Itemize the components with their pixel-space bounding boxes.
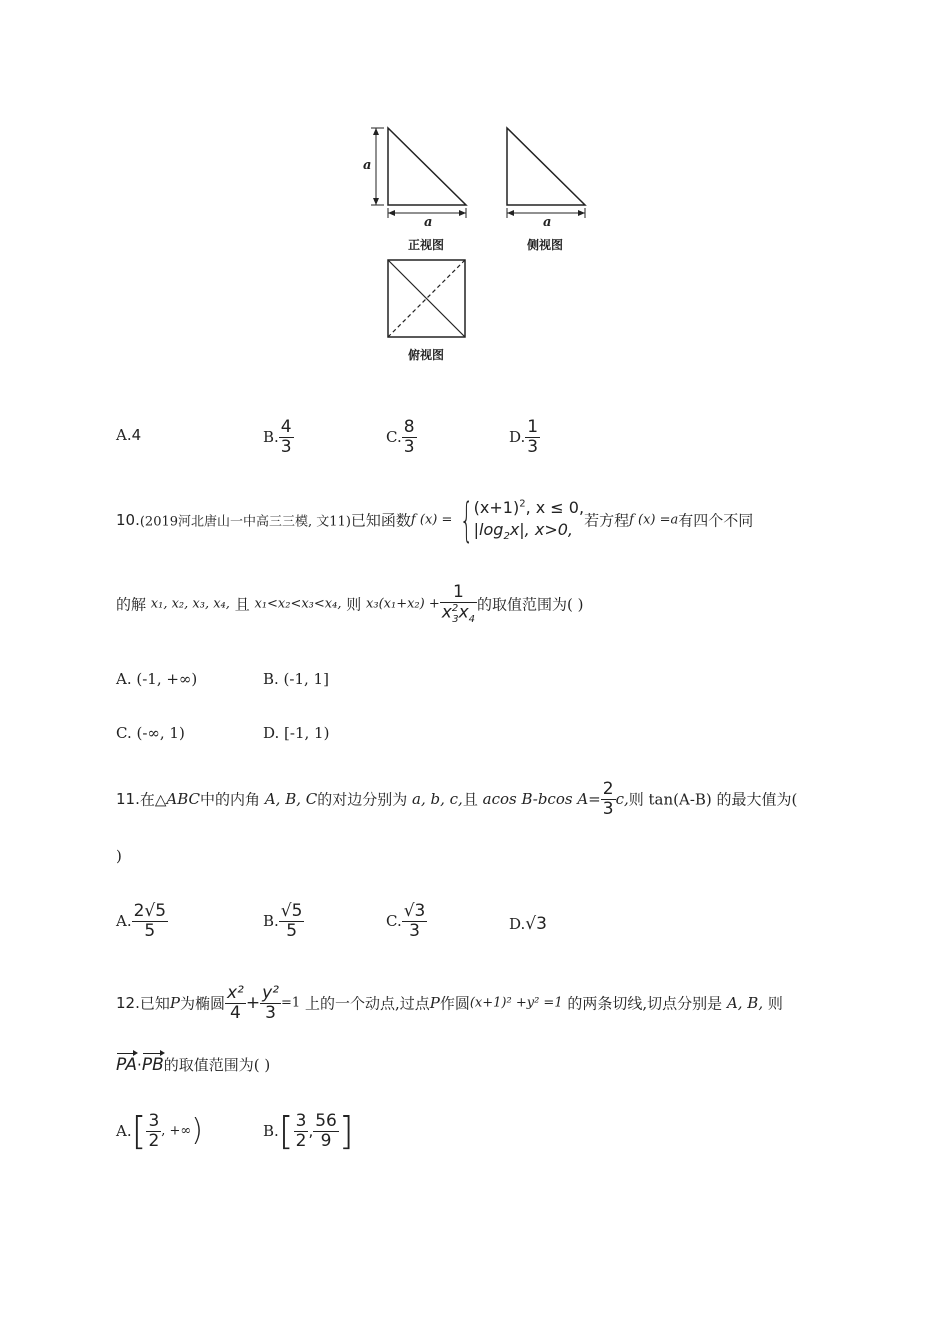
right-bracket: ] <box>338 1109 354 1154</box>
option-prefix: D. <box>509 428 526 447</box>
fraction: $\frac{1}{3}$ <box>527 417 539 457</box>
fraction: $\frac{\text{x²}}{4}$ <box>226 983 244 1023</box>
option-prefix: B. <box>263 428 279 447</box>
q10-stem-line1: 10.(2019河北唐山一中高三三模, 文11)已知函数f (x) = { $(x+1)^2$, x ≤ 0, $|\log_2x|$, x>0, 若方程f (x) =a有四个不同 <box>116 493 754 548</box>
q10-option-a[interactable]: A. (-1, +∞) <box>116 670 198 688</box>
q9-option-d[interactable] <box>509 418 540 456</box>
dimension-label-front: a <box>424 215 433 230</box>
q10-option-d[interactable]: D. [-1, 1) <box>263 724 330 742</box>
side-view-triangle <box>507 128 585 205</box>
caption-top-view: 俯视图 <box>408 348 445 362</box>
q12-stem-line1: 12.已知P为椭圆 $\frac{\text{x²}}{4}$ + $\frac{\text{y²}}{3}$ =1 上的一个动点,过点P作圆(x+1)² +y² =1 的两条切线,切点分别是 A, B, 则 <box>116 983 783 1023</box>
fraction: $\frac{3}{2}$ <box>295 1111 307 1151</box>
option-value: 4 <box>131 426 142 444</box>
q10-option-c[interactable]: C. (-∞, 1) <box>116 724 185 742</box>
q9-option-b[interactable] <box>263 418 294 456</box>
q11-option-d[interactable]: D.√3 <box>509 914 547 934</box>
left-brace: { <box>460 493 474 548</box>
vector-pa: PA <box>116 1055 138 1075</box>
q9-option-c[interactable] <box>386 418 417 456</box>
q11-stem-line1: 11.在△ABC中的内角 A, B, C的对边分别为 a, b, c,且 acos B-bcos A= $\frac{2}{3}$ c,则 tan(A-B) 的最大值为( <box>116 779 798 819</box>
q12-option-b[interactable]: B.[ $\frac{3}{2}$ , $\frac{56}{9}$ ] <box>263 1109 354 1154</box>
left-bracket: [ <box>278 1109 294 1154</box>
q9-option-a[interactable] <box>116 426 141 444</box>
fraction: $\frac{8}{3}$ <box>403 417 415 457</box>
q10-option-b[interactable]: B. (-1, 1] <box>263 670 329 688</box>
fraction: $\frac{√3}{3}$ <box>403 901 426 941</box>
option-prefix: C. <box>386 428 402 447</box>
caption-front-view: 正视图 <box>408 238 445 252</box>
q10-stem-line2: 的解 x₁, x₂, x₃, x₄, 且 x₁<x₂<x₃<x₄, 则 x₃(x₁+x₂) + $\frac{1}{x^2_3x_4}$ 的取值范围为( ) <box>116 582 584 625</box>
q11-option-b[interactable]: B. $\frac{√5}{5}$ <box>263 901 303 941</box>
dimension-label-vertical: a <box>363 158 372 173</box>
vector-pb: PB <box>141 1055 164 1075</box>
fraction: $\frac{√5}{5}$ <box>280 901 303 941</box>
fraction: $\frac{3}{2}$ <box>148 1111 160 1151</box>
fraction: $\frac{2√5}{5}$ <box>133 901 167 941</box>
q12-stem-line2: PA·PB的取值范围为( ) <box>116 1055 271 1075</box>
q11-option-c[interactable]: C. $\frac{√3}{3}$ <box>386 901 426 941</box>
fraction: $\frac{\text{y²}}{3}$ <box>262 983 280 1023</box>
left-bracket: [ <box>131 1109 147 1154</box>
fraction: $\frac{2}{3}$ <box>602 779 614 819</box>
dimension-label-side: a <box>543 215 552 230</box>
fraction: $\frac{1}{x^2_3x_4}$ <box>441 582 475 625</box>
q11-stem-close: ) <box>116 847 122 865</box>
right-paren: ) <box>191 1113 203 1149</box>
q12-option-a[interactable]: A.[ $\frac{3}{2}$ , +∞) <box>116 1109 203 1154</box>
caption-side-view: 侧视图 <box>527 238 564 252</box>
front-view-triangle <box>388 128 466 205</box>
fraction: $\frac{4}{3}$ <box>280 417 292 457</box>
fraction: $\frac{56}{9}$ <box>315 1111 337 1151</box>
option-prefix: A. <box>116 426 132 444</box>
q11-option-a[interactable]: A. $\frac{2√5}{5}$ <box>116 901 167 941</box>
piecewise-cases: $(x+1)^2$, x ≤ 0, $|\log_2x|$, x>0, <box>473 498 585 542</box>
